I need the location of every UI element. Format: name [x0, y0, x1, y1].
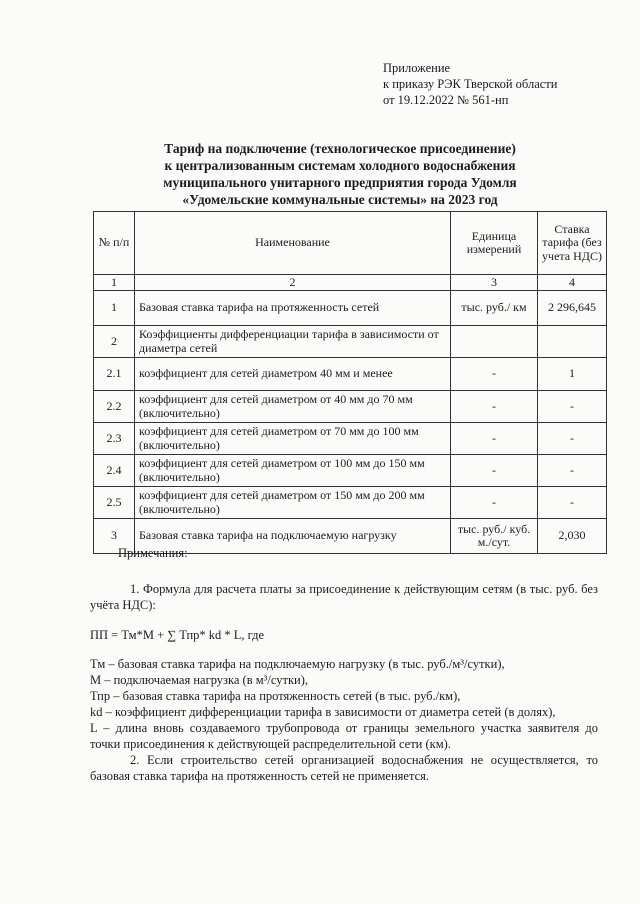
row-name: коэффициент для сетей диаметром от 150 мм до 200 мм (включительно) — [135, 487, 451, 519]
title-line: муниципального унитарного предприятия города Удомля — [163, 175, 517, 190]
note-item-1: 1. Формула для расчета платы за присоединение к действующим сетям (в тыс. руб. без учёта НДС): — [90, 582, 598, 612]
appendix-line: Приложение — [383, 61, 451, 75]
column-index-row — [94, 275, 607, 291]
row-rate: - — [538, 423, 607, 455]
definition-kd: kd – коэффициент дифференциации тарифа в зависимости от диаметра сетей (в долях), — [90, 705, 556, 719]
column-index: 3 — [451, 275, 538, 291]
row-number: 3 — [94, 519, 135, 554]
row-number: 2 — [94, 326, 135, 358]
row-name: коэффициент для сетей диаметром 40 мм и менее — [135, 358, 451, 391]
column-index: 2 — [135, 275, 451, 291]
row-name: коэффициент для сетей диаметром от 40 мм до 70 мм (включительно) — [135, 391, 451, 423]
appendix-line: к приказу РЭК Тверской области — [383, 77, 558, 91]
row-rate: 2,030 — [538, 519, 607, 554]
row-name: коэффициент для сетей диаметром от 100 мм до 150 мм (включительно) — [135, 455, 451, 487]
row-unit — [451, 326, 538, 358]
row-rate: - — [538, 487, 607, 519]
row-unit: - — [451, 487, 538, 519]
definition-l: L – длина вновь создаваемого трубопровода от границы земельного участка заявителя до точки присоединения к действующей распределительной сети (км). — [90, 721, 598, 751]
row-number: 2.4 — [94, 455, 135, 487]
row-rate — [538, 326, 607, 358]
table-row — [94, 487, 607, 519]
definition-tm: Тм – базовая ставка тарифа на подключаемую нагрузку (в тыс. руб./м³/сутки), — [90, 657, 505, 671]
row-name: Базовая ставка тарифа на протяженность сетей — [135, 291, 451, 326]
table-row — [94, 391, 607, 423]
row-unit: - — [451, 423, 538, 455]
table-row — [94, 423, 607, 455]
row-number: 1 — [94, 291, 135, 326]
header-cell-unit: Единица измерений — [451, 212, 538, 275]
title-line: к централизованным системам холодного водоснабжения — [164, 158, 516, 173]
row-name: Коэффициенты дифференциации тарифа в зависимости от диаметра сетей — [135, 326, 451, 358]
notes-heading: Примечания: — [118, 546, 188, 560]
title-line: «Удомельские коммунальные системы» на 2023 год — [182, 192, 498, 207]
table-row — [94, 326, 607, 358]
appendix-line: от 19.12.2022 № 561-нп — [383, 93, 509, 107]
row-number: 2.2 — [94, 391, 135, 423]
row-number: 2.3 — [94, 423, 135, 455]
column-index: 4 — [538, 275, 607, 291]
header-cell-number: № п/п — [94, 212, 135, 275]
table-header-row — [94, 212, 607, 275]
fee-formula: ПП = Тм*М + ∑ Тпр* kd * L, где — [90, 628, 265, 642]
definition-tpr: Тпр – базовая ставка тарифа на протяженность сетей (в тыс. руб./км), — [90, 689, 461, 703]
header-cell-name: Наименование — [135, 212, 451, 275]
row-unit: тыс. руб./ км — [451, 291, 538, 326]
row-unit: тыс. руб./ куб. м./сут. — [451, 519, 538, 554]
document-title — [90, 140, 590, 208]
row-unit: - — [451, 358, 538, 391]
table-row — [94, 358, 607, 391]
row-name: Базовая ставка тарифа на подключаемую нагрузку — [135, 519, 451, 554]
row-rate: - — [538, 455, 607, 487]
notes-section — [90, 545, 598, 784]
header-cell-rate: Ставка тарифа (без учета НДС) — [538, 212, 607, 275]
title-line: Тариф на подключение (технологическое присоединение) — [164, 141, 516, 156]
row-rate: - — [538, 391, 607, 423]
row-rate: 2 296,645 — [538, 291, 607, 326]
note-item-2: 2. Если строительство сетей организацией водоснабжения не осуществляется, то базовая ставка тарифа на протяженность сетей не применяется. — [90, 753, 598, 783]
row-rate: 1 — [538, 358, 607, 391]
row-unit: - — [451, 455, 538, 487]
row-name: коэффициент для сетей диаметром от 70 мм до 100 мм (включительно) — [135, 423, 451, 455]
row-unit: - — [451, 391, 538, 423]
appendix-block — [383, 60, 557, 108]
table-row — [94, 455, 607, 487]
column-index: 1 — [94, 275, 135, 291]
row-number: 2.1 — [94, 358, 135, 391]
tariff-table — [93, 211, 607, 554]
table-row — [94, 291, 607, 326]
row-number: 2.5 — [94, 487, 135, 519]
definition-m: М – подключаемая нагрузка (в м³/сутки), — [90, 673, 309, 687]
